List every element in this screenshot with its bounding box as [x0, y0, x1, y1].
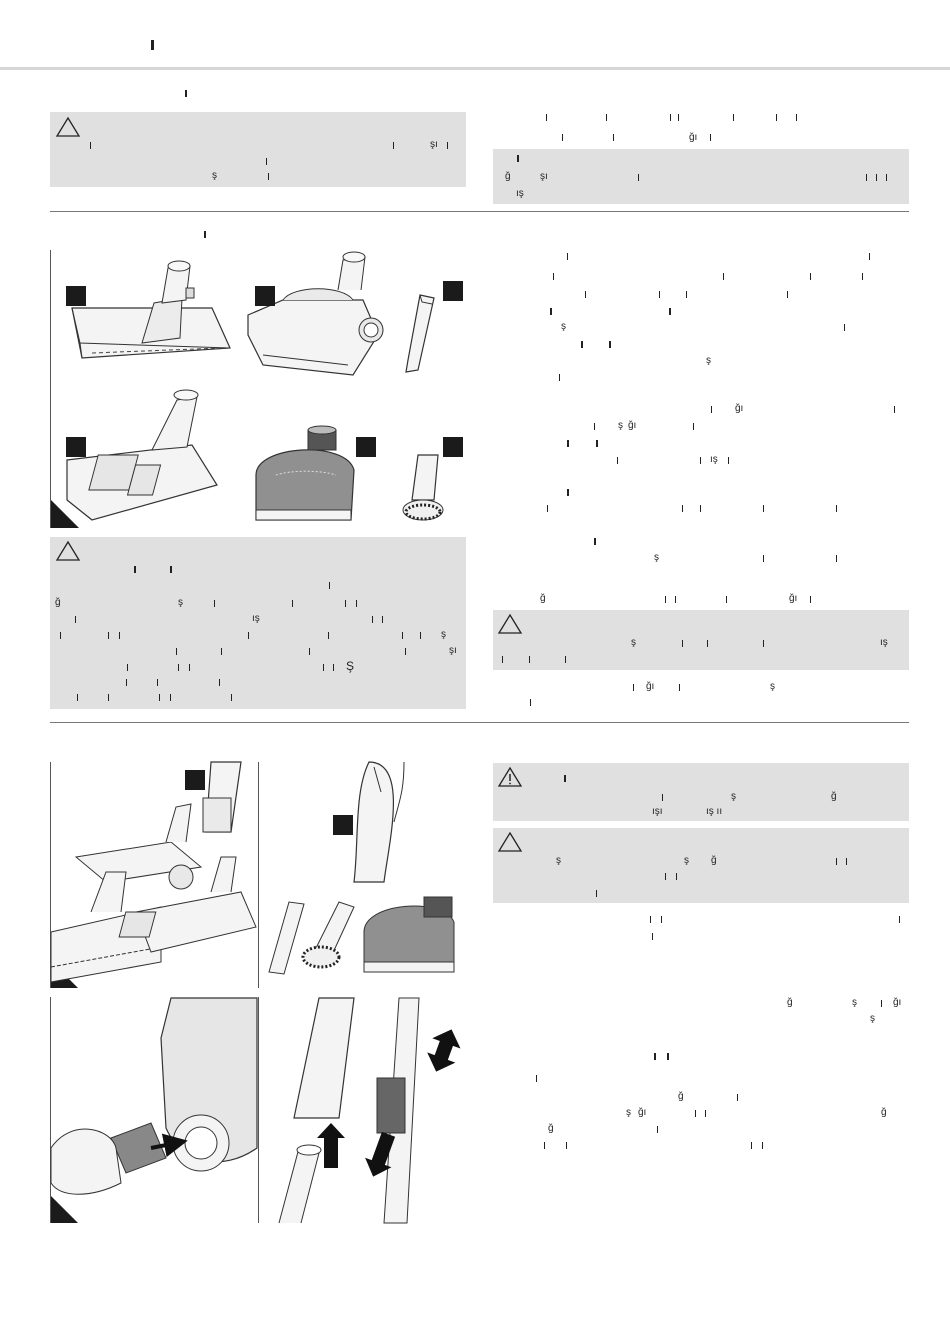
- text-mark: [606, 114, 607, 121]
- text-mark: [559, 374, 560, 381]
- text-mark: [899, 916, 900, 923]
- turkish-char: ğ: [787, 997, 793, 1008]
- text-mark: [178, 664, 179, 671]
- text-mark: [665, 873, 666, 880]
- text-mark: [594, 538, 596, 545]
- text-mark: [119, 632, 120, 639]
- turkish-char: ğ: [831, 791, 837, 802]
- text-mark: [652, 933, 653, 940]
- nozzles-with-tube-illustration: [51, 762, 257, 987]
- text-mark: [420, 632, 421, 639]
- text-mark: [886, 174, 887, 181]
- text-mark: [547, 505, 548, 512]
- turkish-char: ş: [870, 1013, 875, 1024]
- text-mark: [189, 664, 190, 671]
- turkish-char: ş: [441, 629, 446, 640]
- turbo-brush-illustration: [246, 425, 361, 525]
- text-mark: [695, 1110, 696, 1117]
- text-mark: [170, 566, 172, 573]
- text-mark: [700, 505, 701, 512]
- text-mark: [737, 1094, 738, 1101]
- text-mark: [345, 600, 346, 607]
- figure-marker-a: [66, 286, 86, 306]
- text-mark: [659, 291, 660, 298]
- turkish-char: ğı: [893, 997, 902, 1008]
- text-mark: [693, 423, 694, 430]
- header-rule: [0, 67, 950, 70]
- text-mark: [585, 291, 586, 298]
- turkish-char: ış: [252, 613, 260, 624]
- text-mark: [787, 291, 788, 298]
- crevice-tool-illustration: [398, 290, 438, 380]
- text-mark: [609, 341, 611, 348]
- turkish-char: ş: [561, 321, 566, 332]
- text-mark: [567, 253, 568, 260]
- turkish-char: şı: [540, 171, 548, 182]
- section-divider: [50, 211, 909, 212]
- text-mark: [657, 1126, 658, 1133]
- figure-marker-f: [443, 437, 463, 457]
- text-mark: [323, 664, 324, 671]
- text-mark: [846, 858, 847, 865]
- handle-and-accessories-illustration: [259, 762, 469, 987]
- turkish-char: Ş: [346, 659, 355, 673]
- text-mark: [796, 114, 797, 121]
- warning-panel-3: [493, 610, 909, 670]
- text-mark: [894, 406, 895, 413]
- turkish-char: ş: [852, 997, 857, 1008]
- text-mark: [567, 489, 569, 496]
- turkish-char: ş: [556, 855, 561, 866]
- turkish-char: ğı: [789, 593, 798, 604]
- text-mark: [127, 664, 128, 671]
- text-mark: [402, 632, 403, 639]
- text-mark: [682, 505, 683, 512]
- text-mark: [329, 582, 330, 589]
- text-mark: [77, 694, 78, 701]
- turkish-char: ğı: [646, 681, 655, 692]
- text-mark: [881, 1000, 882, 1007]
- text-mark: [393, 142, 394, 149]
- text-mark: [214, 600, 215, 607]
- turkish-char: ş: [212, 170, 217, 181]
- text-mark: [546, 114, 547, 121]
- dusting-brush-illustration: [398, 450, 448, 530]
- text-mark: [638, 174, 639, 181]
- text-mark: [675, 596, 676, 603]
- text-mark: [705, 1110, 706, 1117]
- section-mark: [185, 90, 187, 97]
- text-mark: [661, 916, 662, 923]
- turkish-char: ış ıı: [706, 806, 723, 817]
- turkish-char: ğı: [638, 1107, 647, 1118]
- turkish-char: ş: [631, 637, 636, 648]
- turkish-char: ş: [654, 552, 659, 563]
- text-mark: [268, 173, 269, 180]
- text-mark: [108, 632, 109, 639]
- turkish-char: ş: [706, 355, 711, 366]
- text-mark: [810, 596, 811, 603]
- text-mark: [728, 457, 729, 464]
- text-mark: [596, 890, 597, 897]
- text-mark: [667, 1053, 669, 1060]
- text-mark: [544, 1142, 545, 1149]
- turkish-char: ış: [880, 637, 888, 648]
- turkish-char: ğ: [678, 1091, 684, 1102]
- text-mark: [536, 1075, 537, 1082]
- text-mark: [776, 114, 777, 121]
- text-mark: [650, 916, 651, 923]
- text-mark: [836, 505, 837, 512]
- text-mark: [679, 684, 680, 691]
- turkish-char: şı: [430, 139, 438, 150]
- text-mark: [564, 775, 566, 782]
- text-mark: [565, 656, 566, 663]
- figure-border: [50, 250, 51, 528]
- figure-marker-g: [185, 770, 205, 790]
- text-mark: [594, 423, 595, 430]
- text-mark: [676, 873, 677, 880]
- turkish-char: ğı: [628, 420, 637, 431]
- text-mark: [309, 648, 310, 655]
- text-mark: [176, 648, 177, 655]
- header-mark: [151, 40, 154, 50]
- turkish-char: ş: [178, 597, 183, 608]
- text-mark: [617, 457, 618, 464]
- text-mark: [700, 457, 701, 464]
- text-mark: [333, 664, 334, 671]
- text-mark: [665, 596, 666, 603]
- text-mark: [221, 648, 222, 655]
- text-mark: [866, 174, 867, 181]
- turkish-char: ş: [684, 855, 689, 866]
- text-mark: [567, 440, 569, 447]
- turkish-char: ş: [770, 681, 775, 692]
- text-mark: [581, 341, 583, 348]
- text-mark: [763, 640, 764, 647]
- turkish-char: ğı: [689, 132, 698, 143]
- turbo-nozzle-illustration: [243, 245, 383, 385]
- text-mark: [553, 273, 554, 280]
- figure-marker-c: [443, 281, 463, 301]
- text-mark: [711, 406, 712, 413]
- text-mark: [763, 505, 764, 512]
- note-panel-1: [493, 149, 909, 204]
- figure-marker-d: [66, 437, 86, 457]
- text-mark: [596, 440, 598, 447]
- turkish-char: ışı: [652, 806, 663, 817]
- text-mark: [159, 694, 160, 701]
- turkish-char: ış: [710, 454, 718, 465]
- turkish-char: ş: [731, 791, 736, 802]
- text-mark: [633, 684, 634, 691]
- turkish-char: ş: [626, 1107, 631, 1118]
- text-mark: [405, 648, 406, 655]
- figure-marker-b: [255, 286, 275, 306]
- text-mark: [751, 1142, 752, 1149]
- turkish-char: ğ: [55, 597, 61, 608]
- text-mark: [550, 308, 552, 315]
- section-divider: [50, 722, 909, 723]
- text-mark: [292, 600, 293, 607]
- text-mark: [710, 134, 711, 141]
- section-mark: [204, 231, 206, 238]
- text-mark: [382, 616, 383, 623]
- text-mark: [566, 1142, 567, 1149]
- text-mark: [836, 555, 837, 562]
- text-mark: [328, 632, 329, 639]
- text-mark: [134, 566, 136, 573]
- text-mark: [762, 1142, 763, 1149]
- text-mark: [836, 858, 837, 865]
- figure-marker-h: [333, 815, 353, 835]
- text-mark: [662, 794, 663, 801]
- text-mark: [869, 253, 870, 260]
- telescopic-tube-illustration: [259, 998, 469, 1223]
- warning-triangle-icon: [498, 832, 522, 852]
- text-mark: [670, 114, 671, 121]
- text-mark: [562, 134, 563, 141]
- text-mark: [231, 694, 232, 701]
- text-mark: [723, 273, 724, 280]
- text-mark: [170, 694, 171, 701]
- text-mark: [75, 616, 76, 623]
- warning-triangle-icon: [498, 614, 522, 634]
- turkish-char: ş: [618, 420, 623, 431]
- text-mark: [60, 632, 61, 639]
- text-mark: [447, 142, 448, 149]
- text-mark: [810, 273, 811, 280]
- text-mark: [862, 273, 863, 280]
- text-mark: [157, 679, 158, 686]
- combination-nozzle-illustration: [62, 385, 222, 525]
- warning-triangle-icon: [56, 541, 80, 561]
- figure-marker-e: [356, 437, 376, 457]
- floor-nozzle-illustration: [62, 258, 234, 373]
- text-mark: [613, 134, 614, 141]
- turkish-char: ğ: [881, 1107, 887, 1118]
- text-mark: [763, 555, 764, 562]
- text-mark: [733, 114, 734, 121]
- turkish-char: ğı: [735, 403, 744, 414]
- text-mark: [669, 308, 671, 315]
- text-mark: [530, 699, 531, 706]
- text-mark: [90, 142, 91, 149]
- warning-triangle-icon: [56, 117, 80, 137]
- hose-connection-illustration: [51, 998, 257, 1223]
- text-mark: [686, 291, 687, 298]
- text-mark: [356, 600, 357, 607]
- turkish-char: ğ: [505, 171, 511, 182]
- text-mark: [219, 679, 220, 686]
- text-mark: [844, 324, 845, 331]
- text-mark: [707, 640, 708, 647]
- warning-exclamation-icon: [498, 767, 522, 787]
- warning-panel-4: [493, 763, 909, 821]
- text-mark: [726, 596, 727, 603]
- text-mark: [266, 158, 267, 165]
- turkish-char: ğ: [711, 855, 717, 866]
- text-mark: [372, 616, 373, 623]
- text-mark: [678, 114, 679, 121]
- text-mark: [126, 679, 127, 686]
- turkish-char: şı: [449, 645, 457, 656]
- turkish-char: ğ: [540, 593, 546, 604]
- text-mark: [108, 694, 109, 701]
- text-mark: [654, 1053, 656, 1060]
- text-mark: [502, 656, 503, 663]
- text-mark: [517, 155, 519, 162]
- text-mark: [682, 640, 683, 647]
- text-mark: [529, 656, 530, 663]
- turkish-char: ış: [516, 188, 524, 199]
- warning-panel-1: [50, 112, 466, 187]
- text-mark: [876, 174, 877, 181]
- turkish-char: ğ: [548, 1123, 554, 1134]
- text-mark: [248, 632, 249, 639]
